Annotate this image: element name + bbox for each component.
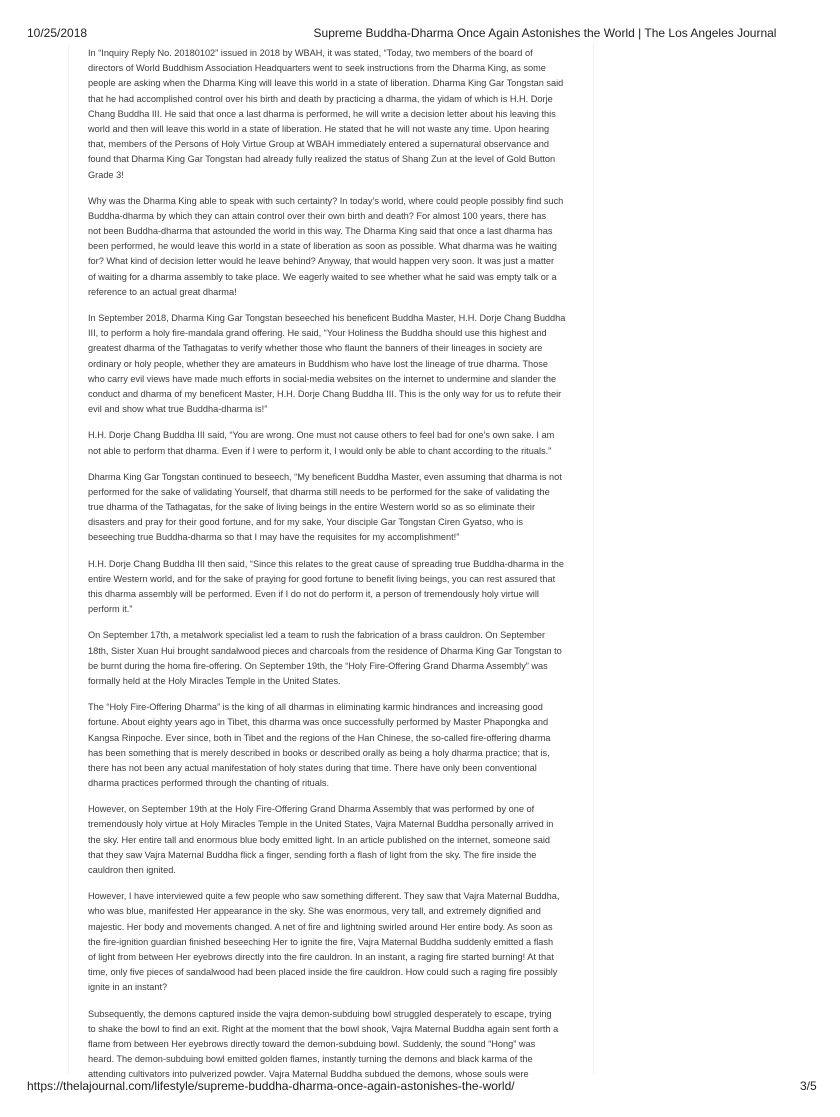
paragraph-line: cauldron then ignited. <box>88 865 176 875</box>
page-number: 3/5 <box>800 1079 817 1093</box>
paragraph-line: III, to perform a holy fire-mandala grand offering. He said, “Your Holiness the Buddha should use this highest and <box>88 328 547 339</box>
paragraph-line: heard. The demon-subduing bowl emitted golden flames, instantly turning the demons and black karma of the <box>88 1054 533 1065</box>
paragraph-line: not been Buddha-dharma that astounded the world in this way. The Dharma King said that once a last dharma has <box>88 226 553 237</box>
paragraph-line: Grade 3! <box>88 169 124 180</box>
paragraph-line: flame from between Her eyebrows directly toward the demon-subduing bowl. Suddenly, the sound “Hong” was <box>88 1038 536 1049</box>
paragraph-line: In September 2018, Dharma King Gar Tongstan beseeched his beneficent Buddha Master, H.H. Dorje Chang Buddha <box>88 313 566 323</box>
paragraph-line: true dharma of the Tathagatas, for the sake of living beings in the entire Western world so as so eliminate their <box>88 502 536 513</box>
paragraph-line: that they saw Vajra Maternal Buddha flick a finger, sending forth a flash of light from the sky. The fire inside the <box>88 849 537 860</box>
paragraph-line: Buddha-dharma by which they can attain control over their own birth and death? For almost 100 years, there has <box>88 210 547 221</box>
page-url[interactable]: https://thelajournal.com/lifestyle/supreme-buddha-dharma-once-again-astonishes-the-world/ <box>27 1079 515 1093</box>
paragraph-line: entire Western world, and for the sake of praying for good fortune to benefit living beings, you can rest assured that <box>88 573 556 584</box>
paragraph-line: conduct and dharma of my beneficent Master, H.H. Dorje Chang Buddha III. This is the only way for us to refute their <box>88 388 562 399</box>
paragraph-line: Why was the Dharma King able to speak with such certainty? In today’s world, where could people possibly find such <box>88 195 564 206</box>
paragraph-line: there has not been any actual manifestation of holy states during that time. There have only been conventional <box>88 762 537 773</box>
paragraph-line: Kangsa Rinpoche. Ever since, both in Tibet and the regions of the Han Chinese, the so-called fire-offering dharma <box>88 732 551 743</box>
paragraph-line: In “Inquiry Reply No. 20180102” issued in 2018 by WBAH, it was stated, “Today, two members of the board of <box>88 48 533 58</box>
article-paragraph <box>88 311 588 417</box>
paragraph-line: this dharma assembly will be performed. Even if I do not do perform it, a person of tremendously holy virtue will <box>88 589 539 599</box>
paragraph-line: attending cultivators into pulverized powder. Vajra Maternal Buddha subdued the demons, whose souls were <box>88 1069 529 1080</box>
paragraph-line: beseeching true Buddha-dharma so that I may have the requisites for my accomplishment!” <box>88 532 460 543</box>
paragraph-line: that, members of the Persons of Holy Virtue Group at WBAH immediately entered a supernatural observance and <box>88 139 549 150</box>
paragraph-line: greatest dharma of the Tathagatas to verify whether those who flaunt the banners of their lineages in society are <box>88 343 543 354</box>
article-body <box>88 46 588 1093</box>
article-paragraph <box>88 194 588 300</box>
paragraph-line: of waiting for a dharma assembly to take place. We eagerly waited to see whether what he said was empty talk or a <box>88 271 557 282</box>
paragraph-line: the fire-ignition guardian finished beseeching Her to ignite the fire, Vajra Maternal Buddha suddenly emitted a flash <box>88 936 554 947</box>
paragraph-line: ignite in an instant? <box>88 982 168 993</box>
article-paragraph <box>88 889 588 995</box>
paragraph-line: people are asking when the Dharma King will leave this world in a state of liberation. Dharma King Gar Tongstan said <box>88 78 564 89</box>
paragraph-line: that he had accomplished control over his birth and death by practicing a dharma, the yidam of which is H.H. Dorje <box>88 93 553 104</box>
paragraph-line: the sky. Her entire tall and enormous blue body emitted light. In an article published on the internet, someone said <box>88 834 551 845</box>
paragraph-line: not able to perform that dharma. Even if I were to perform it, I would only be able to chant according to the rituals.” <box>88 445 552 456</box>
paragraph-line: perform it.” <box>88 604 133 615</box>
print-date: 10/25/2018 <box>27 26 88 40</box>
paragraph-line: be burnt during the homa fire-offering. On September 19th, the “Holy Fire-Offering Grand Dharma Assembly” was <box>88 660 548 671</box>
paragraph-line: dharma practices performed through the chanting of rituals. <box>88 778 330 789</box>
article-paragraph <box>88 802 588 878</box>
article-paragraph <box>88 428 588 458</box>
paragraph-line: reference to an actual great dharma! <box>88 286 237 297</box>
paragraph-line: disasters and pray for their good fortune, and for my sake, Your disciple Gar Tongstan Ciren Gyatso, who is <box>88 517 523 528</box>
paragraph-line: for? What kind of decision letter would he leave behind? Anyway, that would happen very soon. It was just a matter <box>88 256 555 267</box>
paragraph-line: performed for the sake of validating Yourself, that dharma still needs to be performed for the sake of validating the <box>88 486 550 497</box>
paragraph-line: to shake the bowl to find an exit. Right at the moment that the bowl shook, Vajra Maternal Buddha again sent forth a <box>88 1023 559 1034</box>
paragraph-line: Chang Buddha III. He said that once a last dharma is performed, he will write a decision letter about his leaving this <box>88 108 556 119</box>
paragraph-line: time, only five pieces of sandalwood had been placed inside the fire cauldron. How could such a raging fire possibly <box>88 967 558 978</box>
article-paragraph <box>88 557 588 618</box>
paragraph-line: evil and show what true Buddha-dharma is!” <box>88 404 268 415</box>
article-paragraph <box>88 700 588 791</box>
paragraph-line: fortune. About eighty years ago in Tibet, this dharma was once successfully performed by Master Phapongka and <box>88 717 549 728</box>
paragraph-line: directors of World Buddhism Association Headquarters went to seek instructions from the Dharma King, as some <box>88 63 546 74</box>
paragraph-line: has been something that is merely described in books or described orally as being a holy dharma practice; that is, <box>88 747 550 758</box>
paragraph-line: The “Holy Fire-Offering Dharma” is the king of all dharmas in eliminating karmic hindrances and increasing good <box>88 702 543 713</box>
article-paragraph <box>88 46 588 183</box>
paragraph-line: found that Dharma King Gar Tongstan had already fully realized the status of Shang Zun at the level of Gold Button <box>88 154 556 165</box>
article-paragraph <box>88 628 588 689</box>
page-title: Supreme Buddha-Dharma Once Again Astonishes the World | The Los Angeles Journal <box>313 26 777 40</box>
paragraph-line: tremendously holy virtue at Holy Miracles Temple in the United States, Vajra Maternal Buddha personally arrived in <box>88 819 554 830</box>
paragraph-line: H.H. Dorje Chang Buddha III said, “You are wrong. One must not cause others to feel bad for one’s own sake. I am <box>88 430 555 441</box>
paragraph-line: However, I have interviewed quite a few people who saw something different. They saw that Vajra Maternal Buddha, <box>88 891 560 902</box>
paragraph-line: 18th, Sister Xuan Hui brought sandalwood pieces and charcoals from the residence of Dharma King Gar Tongstan to <box>88 645 562 656</box>
paragraph-line: Subsequently, the demons captured inside the vajra demon-subduing bowl struggled desperately to escape, trying <box>88 1008 552 1019</box>
paragraph-line: who was blue, manifested Her appearance in the sky. She was enormous, very tall, and extremely dignified and <box>88 906 541 917</box>
paragraph-line: world and then will leave this world in a state of liberation. He stated that he will not waste any time. Upon hearing <box>88 123 550 134</box>
paragraph-line: been performed, he would leave this world in a state of liberation as soon as possible. What dharma was he waiting <box>88 241 557 252</box>
paragraph-line: Dharma King Gar Tongstan continued to beseech, “My beneficent Buddha Master, even assuming that dharma is not <box>88 471 562 482</box>
paragraph-line: formally held at the Holy Miracles Temple in the United States. <box>88 675 341 686</box>
paragraph-line: who carry evil views have made much efforts in social-media websites on the internet to undermine and slander the <box>88 373 557 384</box>
paragraph-line: ordinary or holy people, whether they are amateurs in Buddhism who have lost the lineage of true dharma. Those <box>88 358 548 369</box>
paragraph-line: H.H. Dorje Chang Buddha III then said, “Since this relates to the great cause of spreading true Buddha-dharma in the <box>88 558 564 569</box>
paragraph-line: On September 17th, a metalwork specialist led a team to rush the fabrication of a brass cauldron. On September <box>88 630 546 641</box>
article-paragraph <box>88 1007 588 1083</box>
paragraph-line: of light from between Her eyebrows directly into the fire cauldron. In an instant, a raging fire started burning! At that <box>88 951 554 962</box>
paragraph-line: majestic. Her body and movements changed. A net of fire and lightning swirled around Her entire body. As soon as <box>88 921 553 932</box>
paragraph-line: However, on September 19th at the Holy Fire-Offering Grand Dharma Assembly that was performed by one of <box>88 804 535 815</box>
article-paragraph <box>88 470 588 546</box>
